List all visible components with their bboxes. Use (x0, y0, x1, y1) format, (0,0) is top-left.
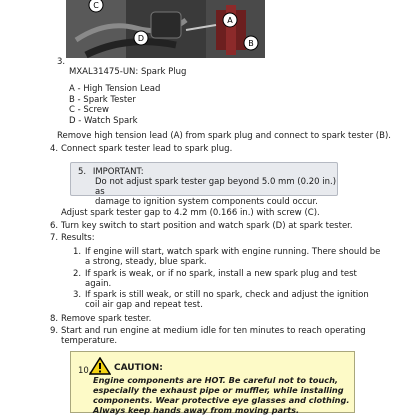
caution-label: CAUTION: (114, 363, 163, 373)
step-3-text: Remove high tension lead (A) from spark plug and connect to spark tester (B). (57, 131, 391, 141)
legend-item: D - Watch Spark (69, 115, 138, 126)
legend-item: A - High Tension Lead (69, 84, 161, 94)
result-line: If spark is weak, or if no spark, install a new spark plug and test (85, 269, 357, 279)
result-2-text (85, 269, 357, 289)
important-line: Do not adjust spark tester gap beyond 5.0 mm (0.20 in.) as (95, 177, 337, 197)
step-6-text: Turn key switch to start position and watch spark (D) at spark tester. (61, 221, 353, 231)
step-7-number: 7. (50, 233, 59, 243)
warning-triangle-icon (89, 357, 111, 375)
result-line: coil air gap and repeat test. (85, 300, 203, 310)
caution-line: Engine components are HOT. Be careful not to touch, (93, 375, 339, 385)
callout-c: C (93, 1, 99, 10)
step-4-text: Connect spark tester lead to spark plug. (61, 144, 233, 154)
figure-caption: MXAL31475-UN: Spark Plug (69, 67, 187, 77)
step-5-number: 5. (78, 167, 87, 177)
caution-body (93, 375, 349, 415)
important-header (78, 167, 144, 177)
result-3-text (85, 290, 369, 310)
important-body (95, 177, 337, 207)
step-5-text: Adjust spark tester gap to 4.2 mm (0.166 in.) with screw (C). (61, 208, 320, 218)
legend-item: B - Spark Tester (69, 94, 136, 105)
result-line: If engine will start, watch spark with engine running. There should be (85, 247, 381, 257)
callout-d: D (137, 34, 145, 43)
step-10-number: 10. (78, 366, 92, 376)
step-9-line: temperature. (61, 336, 118, 346)
result-3-number: 3. (73, 290, 82, 300)
result-1-text (85, 247, 380, 267)
spark-plug-photo (66, 0, 265, 58)
result-2-number: 2. (73, 269, 82, 279)
step-7-text: Results: (61, 233, 95, 243)
step-6-number: 6. (50, 221, 59, 231)
legend-item: C - Screw (69, 105, 109, 115)
caution-notice (70, 351, 355, 413)
step-3-number: 3. (57, 57, 66, 67)
caution-line: Always keep hands away from moving parts. (93, 405, 300, 415)
callout-a: A (227, 16, 233, 25)
important-notice (70, 162, 338, 207)
important-line: damage to ignition system components could occur. (95, 197, 318, 207)
caution-line: components. Wear protective eye glasses and clothing. (93, 395, 350, 405)
step-9-text (61, 326, 366, 346)
step-8-number: 8. (50, 314, 59, 324)
result-line: again. (85, 279, 112, 289)
important-label: IMPORTANT: (92, 167, 144, 177)
figure-legend (69, 84, 160, 126)
result-line: a strong, steady, blue spark. (85, 257, 207, 267)
callout-b: B (248, 39, 254, 48)
step-8-text: Remove spark tester. (61, 314, 152, 324)
result-1-number: 1. (73, 247, 82, 257)
step-4-number: 4. (50, 144, 59, 154)
result-line: If spark is still weak, or still no spark, check and adjust the ignition (85, 290, 369, 300)
step-9-number: 9. (50, 326, 59, 336)
caution-line: especially the exhaust pipe or muffler, while installing (93, 385, 344, 395)
step-9-line: Start and run engine at medium idle for ten minutes to reach operating (61, 326, 366, 336)
